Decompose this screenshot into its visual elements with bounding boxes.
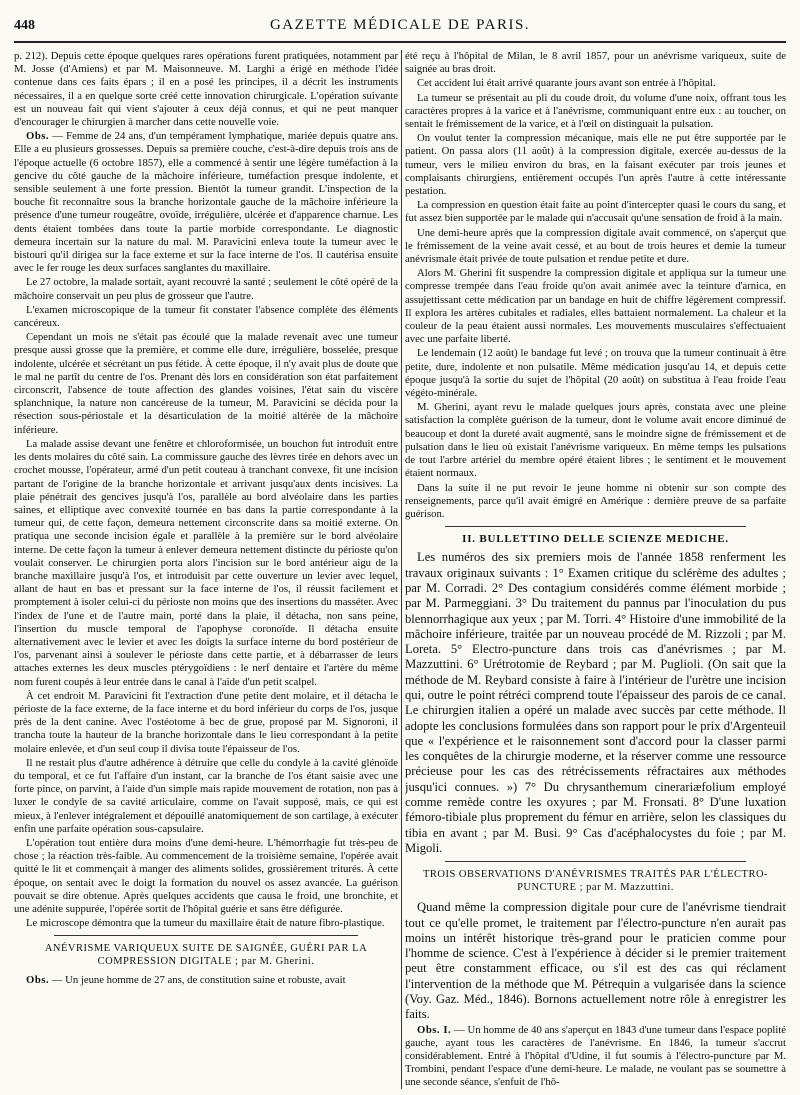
section-heading: ANÉVRISME VARIQUEUX SUITE DE SAIGNÉE, GUÉRI PAR LA COMPRESSION DIGITALE ; par M. Gherini. [44,943,368,968]
paragraph: Dans la suite il ne put revoir le jeune homme ni obtenir sur son compte des renseignements, parce qu'il avait émigré en Amérique : dernière preuve de sa parfaite guérison. [405,481,786,520]
paragraph-text: Un jeune homme de 27 ans, de constitution saine et robuste, avait [65,974,346,987]
obs-label: Obs. [26,974,50,987]
journal-title: GAZETTE MÉDICALE DE PARIS. [269,17,531,33]
paragraph: Alors M. Gherini fit suspendre la compression digitale et appliqua sur la tumeur une compresse trempée dans l'eau froide qu'on avait animée avec la teinture d'arnica, en assujettissant cette médication par un bandage en huit de chiffre légèrement compressif. Il explora les artères cubitales et radiales, elles battaient normalement. La chaleur et la couleur de la peau étaient aussi normales. Les mouvements musculaires s'effectuaient avec une parfaite liberté. [405,267,786,346]
page-header [14,8,786,38]
paragraph: Cet accident lui était arrivé quarante jours avant son entrée à l'hôpital. [417,77,716,90]
bulletin-paragraph: Les numéros des six premiers mois de l'année 1858 renferment les travaux originaux suivants : 1° Examen critique du sclérème des adultes ; par M. Corradi. 2° Des contagium considérés comme élément morbide ; par M. Parmeggiani. 3° Du traitement du pannus par l'inoculation du pus blennorrhagique aux yeux ; par M. Torri. 4° Histoire d'une immobilité de la mâchoire inférieure, traitée par un nouveau procédé de M. Rizzoli ; par M. Loreta. 5° Electro-puncture dans trois cas d'anévrismes ; par M. Mazzuttini. 6° Urétrotomie de Reybard ; par M. Puglioli. (On sait que la méthode de M. Reybard consiste à faire à l'intérieur de l'urètre une incision qui, outre le point rétréci comprend toute l'épaisseur des parois de ce canal. Le chirurgien italien a opéré un malade avec succès par cette méthode. Il adopte les conclusions formulées dans son rapport pour le prix d'Argenteuil que « l'expérience et le raisonnement sont d'accord pour la classer parmi les conquêtes de la chirurgie moderne, et la réserver comme une ressource précieuse pour les cas des rétrécissements réfractaires aux méthodes jusqu'ici connues. ») 7° Du chrysanthemum cinerariæfolium employé comme remède contre les oxyures ; par M. Fronsati. 8° D'une luxation fémoro-tibiale plus proprement du fémur en arrière, selon les classiques du tibia en avant ; par M. Busi. 9° Cas d'acéphalocystes du foie ; par M. Migoli. [405,550,786,855]
paragraph: La malade assise devant une fenêtre et chloroformisée, un bouchon fut introduit entre les dents molaires du côté sain. La commissure gauche des lèvres tirée en dehors avec un crochet mousse, l'opérateur, armé d'un petit couteau à tranchant convexe, fit une incision partant de l'origine de la branche horizontale et arrivant jusqu'aux dents incisives. La plaie pénétrait des gencives jusqu'à l'os, parallèle au bord alvéolaire dans les parties saines, et elliptique avec convexité tournée en bas dans la partie correspondante à la tumeur qui, de cette façon, demeura nettement circonscrite dans sa moitié externe. On pratiqua une seconde incision égale et parallèle à la première sur le bord alvéolaire interne. De cette façon la tumeur à enlever demeura nettement distincte du périoste qu'on voulait conserver. Le chirurgien porta alors l'incision sur le bord antérieur aigu de la branche maxillaire jusqu'à l'os, et introduisit par cette ouverture un levier avec lequel, allant de haut en bas et pressant sur la face interne de l'os, il réussit facilement et promptement à isoler celui-ci du périoste non moins que des insertions du masséter. Avec l'index de l'une et de l'autre main, porté dans la plaie, il détacha, non sans peine, l'insertion du muscle temporal de l'apophyse coronoïde. Il détacha ensuite alternativement avec le levier et avec les doigts la surface interne du bord postérieur de l'os, parvenant ainsi à soulever le périoste dans cette partie, et à débarrasser de leurs attaches externes les deux muscles ptérygoïdiens : le nerf dentaire et l'artère du même nom furent coupés à leur entrée dans le canal à l'aide d'un petit scalpel. [14,437,398,688]
paragraph: Le microscope démontra que la tumeur du maxillaire était de nature fibro-plastique. [26,917,385,930]
paragraph: Il ne restait plus d'autre adhérence à détruire que celle du condyle à la cavité glénoïde du temporal, et ce fut l'affaire d'un instant, car la branche de l'os étant saisie avec une forte pince, on parvint, à l'aide d'un simple mais rapide mouvement de rotation, non pas à luxer le condyle de sa cavité articulaire, comme on l'avait supposé, mais, ce qui est mieux, à l'enlever intégralement et dépouillé anatomiquement de son cartilage, à exécuter enfin une parfaite opération sous-capsulaire. [14,756,398,835]
section-heading: II. BULLETTINO DELLE SCIENZE MEDICHE. [462,533,729,546]
section-divider [445,861,746,862]
column-divider [401,50,402,1089]
obs-label: Obs. I. [417,1023,452,1036]
page-number: 448 [14,18,35,33]
header-rule [14,41,786,43]
obs-label: Obs. [26,130,50,143]
section-divider [445,526,746,527]
paragraph-text: Femme de 24 ans, d'un tempérament lymphatique, mariée depuis quatre ans. Elle a eu plusieurs grossesses. Depuis sa première couche, c'est-à-dire depuis trois ans de l'époque actuelle (6 octobre 1857), elle a commencé à sentir une légère tuméfaction à la gencive du côté gauche de la mâchoire inférieure, tuméfaction presque indolente, et sensible seulement à une forte pression. Bientôt la tumeur grandit. L'inspection de la bouche fit reconnaître sous la branche horizontale gauche de la mâchoire inférieure la présence d'une tumeur rougeâtre, ovoïde, irrégulière, ulcérée et d'apparence charnue. Les dents étaient tombées dans toute la partie morbide correspondante. Le diagnostic demeura incertain sur la nature du mal. M. Paravicini enleva toute la tumeur avec le bistouri qu'il dirigea sur la face externe et sur la face interne de l'os. Il cautérisa ensuite avec le fer rouge les deux surfaces sanglantes du maxillaire. [14,130,398,275]
paragraph-text: Un homme de 40 ans s'aperçut en 1843 d'une tumeur dans l'espace poplité gauche, ayant tous les caractères de l'anévrisme. En 1846, la tumeur s'accrut considérablement. Entré à l'hôpital d'Udine, il fut soumis à l'électro-puncture par M. Trombini, pendant l'espace d'une demi-heure. Le malade, ne voulant pas se soumettre à une seconde séance, s'enfuit de l'hô- [405,1023,786,1089]
paragraph: L'examen microscopique de la tumeur fit constater l'absence complète des éléments cancéreux. [14,303,398,330]
paragraph: été reçu à l'hôpital de Milan, le 8 avril 1857, pour un anévrisme variqueux, suite de saignée au bras droit. [405,50,786,76]
section-divider [54,935,358,936]
paragraph: L'opération tout entière dura moins d'une demi-heure. L'hémorrhagie fut très-peu de chose ; la réaction très-faible. Au commencement de la troisième semaine, l'opérée avait quitté le lit et commençait à manger des aliments solides, grossièrement triturés. À cette époque, on sentait avec le doigt la formation du nouvel os assez avancée. La guérison pouvait se dire obtenue. Après quelques accidents que causa le froid, une bronchite, et une adénite suppurée, l'opérée sortit de l'hôpital guérie et sans être défigurée. [14,836,398,915]
obs-paragraph: Obs. — Un jeune homme de 27 ans, de constitution saine et robuste, avait [26,974,346,987]
obs-paragraph: Obs. I. — Un homme de 40 ans s'aperçut en 1843 d'une tumeur dans l'espace poplité gauche, ayant tous les caractères de l'anévrisme. En 1846, la tumeur s'accrut considérablement. Entré à l'hôpital d'Udine, il fut soumis à l'électro-puncture par M. Trombini, pendant l'espace d'une demi-heure. Le malade, ne voulant pas se soumettre à une seconde séance, s'enfuit de l'hô- [405,1023,786,1089]
paragraph: À cet endroit M. Paravicini fit l'extraction d'une petite dent molaire, et il détacha le périoste de la face externe, de la face interne et du bord inférieur du corps de l'os, jusque près de la dent canine. Avec l'ostéotome à bec de grue, proposé par M. Signoroni, il trancha toute la hauteur de la branche horizontale dans le lieu correspondant à la petite molaire enlevée, et d'un seul coup il divisa toute l'épaisseur de l'os. [14,689,398,755]
paragraph: La tumeur se présentait au pli du coude droit, du volume d'une noix, offrant tous les caractères propres à la varice et à l'anévrisme, communiquant entre eux : au toucher, on sentait le frémissement de la varice, et à l'œil on distinguait la pulsation. [405,91,786,131]
paragraph: Le 27 octobre, la malade sortait, ayant recouvré la santé ; seulement le côté opéré de la mâchoire conservait un peu plus de grosseur que l'autre. [14,276,398,302]
left-column [14,50,398,1089]
obs-paragraph: Obs. — Femme de 24 ans, d'un tempérament lymphatique, mariée depuis quatre ans. Elle a eu plusieurs grossesses. Depuis sa première couche, c'est-à-dire depuis trois ans de l'époque actuelle (6 octobre 1857), elle a commencé à sentir une légère tuméfaction à la gencive du côté gauche de la mâchoire inférieure, tuméfaction presque indolente, et sensible seulement à une forte pression. Bientôt la tumeur grandit. L'inspection de la bouche fit reconnaître sous la branche horizontale gauche de la mâchoire inférieure la présence d'une tumeur rougeâtre, ovoïde, irrégulière, ulcérée et d'apparence charnue. Les dents étaient tombées dans toute la partie morbide correspondante. Le diagnostic demeura incertain sur la nature du mal. M. Paravicini enleva toute la tumeur avec le bistouri qu'il dirigea sur la face externe et sur la face interne de l'os. Il cautérisa ensuite avec le fer rouge les deux surfaces sanglantes du maxillaire. [14,130,398,275]
paragraph: p. 212). Depuis cette époque quelques rares opérations furent pratiquées, notamment par M. Josse (d'Amiens) et par M. Maisonneuve. M. Larghi a érigé en méthode l'idée contenue dans ces faits épars ; il en a posé les principes, il a décrit les instruments nécessaires, il a en quelque sorte créé cette innovation chirurgicale. L'opération suivante est un nouveau fait qui vient s'ajouter à ceux déjà connus, et qui ne peut manquer d'encourager le chirurgien à marcher dans cette nouvelle voie. [14,50,398,129]
paragraph: Le lendemain (12 août) le bandage fut levé ; on trouva que la tumeur continuait à être petite, dure, indolente et non pulsatile. Même médication jusqu'au 14, et depuis cette époque jusqu'à la sortie du sujet de l'hôpital (20 août) on substitua à l'eau froide l'eau végéto-minérale. [405,347,786,400]
electro-block [405,900,786,1022]
paragraph: On voulut tenter la compression mécanique, mais elle ne put être supportée par le patient. On passa alors (11 août) à la compression digitale, exercée au-dessus de la tumeur, vers le milieu environ du bras, en la faisant exécuter par trois jeunes et complaisants chirurgiens, entièrement occupés l'un après l'autre à cette intéressante pestation. [405,132,786,198]
paragraph: La compression en question était faite au point d'intercepter quasi le cours du sang, et fut assez bien supportée par le malade qui n'accusait qu'une sensation de froid à la main. [405,199,786,225]
paragraph: M. Gherini, ayant revu le malade quelques jours après, constata avec une pleine satisfaction la complète guérison de la tumeur, dont le volume avait encore diminué de beaucoup et dont la dureté avait augmenté, sans le moindre signe de frémissement et de pulsation dans le lieu où existait l'anévrisme variqueux. En même temps les pulsations de tout l'arbre artériel du membre opéré étaient libres ; le sentiment et le mouvement étaient normaux. [405,401,786,480]
electro-paragraph: Quand même la compression digitale pour cure de l'anévrisme tiendrait tout ce qu'elle promet, le traitement par l'électro-puncture n'en aurait pas moins un intérêt historique très-grand pour le praticien comme pour l'homme de science. C'est à l'expérience à décider si le premier traitement peut être constamment efficace, ou s'il est des cas qui réclament l'intervention de la méthode que M. Pétrequin a vulgarisée dans la science (Voy. Gaz. Méd., 1846). Bornons actuellement notre rôle à enregistrer les faits. [405,900,786,1022]
paragraph: Cependant un mois ne s'était pas écoulé que la malade revenait avec une tumeur presque aussi grosse que la première, et comme elle dure, irrégulière, bosselée, presque indolente, ulcérée et sécrétant un pus fétide. À cette époque, il n'y avait plus de doute que le mal ne partît du centre de l'os. Prenant dès lors en considération son état parfaitement circonscrit, l'absence de toute affection des glandes voisines, l'état sain du viscère splanchnique, la nature non cancéreuse de la tumeur, M. Paravicini se décida pour la résection sous-périostale et la désarticulation de la moitié altérée de la mâchoire inférieure. [14,331,398,436]
sub-heading: TROIS OBSERVATIONS D'ANÉVRISMES TRAITÉS PAR L'ÉLECTRO-PUNCTURE ; par M. Mazzuttini. [422,869,769,894]
bulletin-block [405,550,786,856]
right-column [405,50,786,1089]
paragraph: Une demi-heure après que la compression digitale avait commencé, on s'aperçut que le frémissement de la veine avait cessé, et au bout de trois heures et demie la tumeur anévrismale était privée de toute pulsation et rendue petite et dure. [405,226,786,266]
